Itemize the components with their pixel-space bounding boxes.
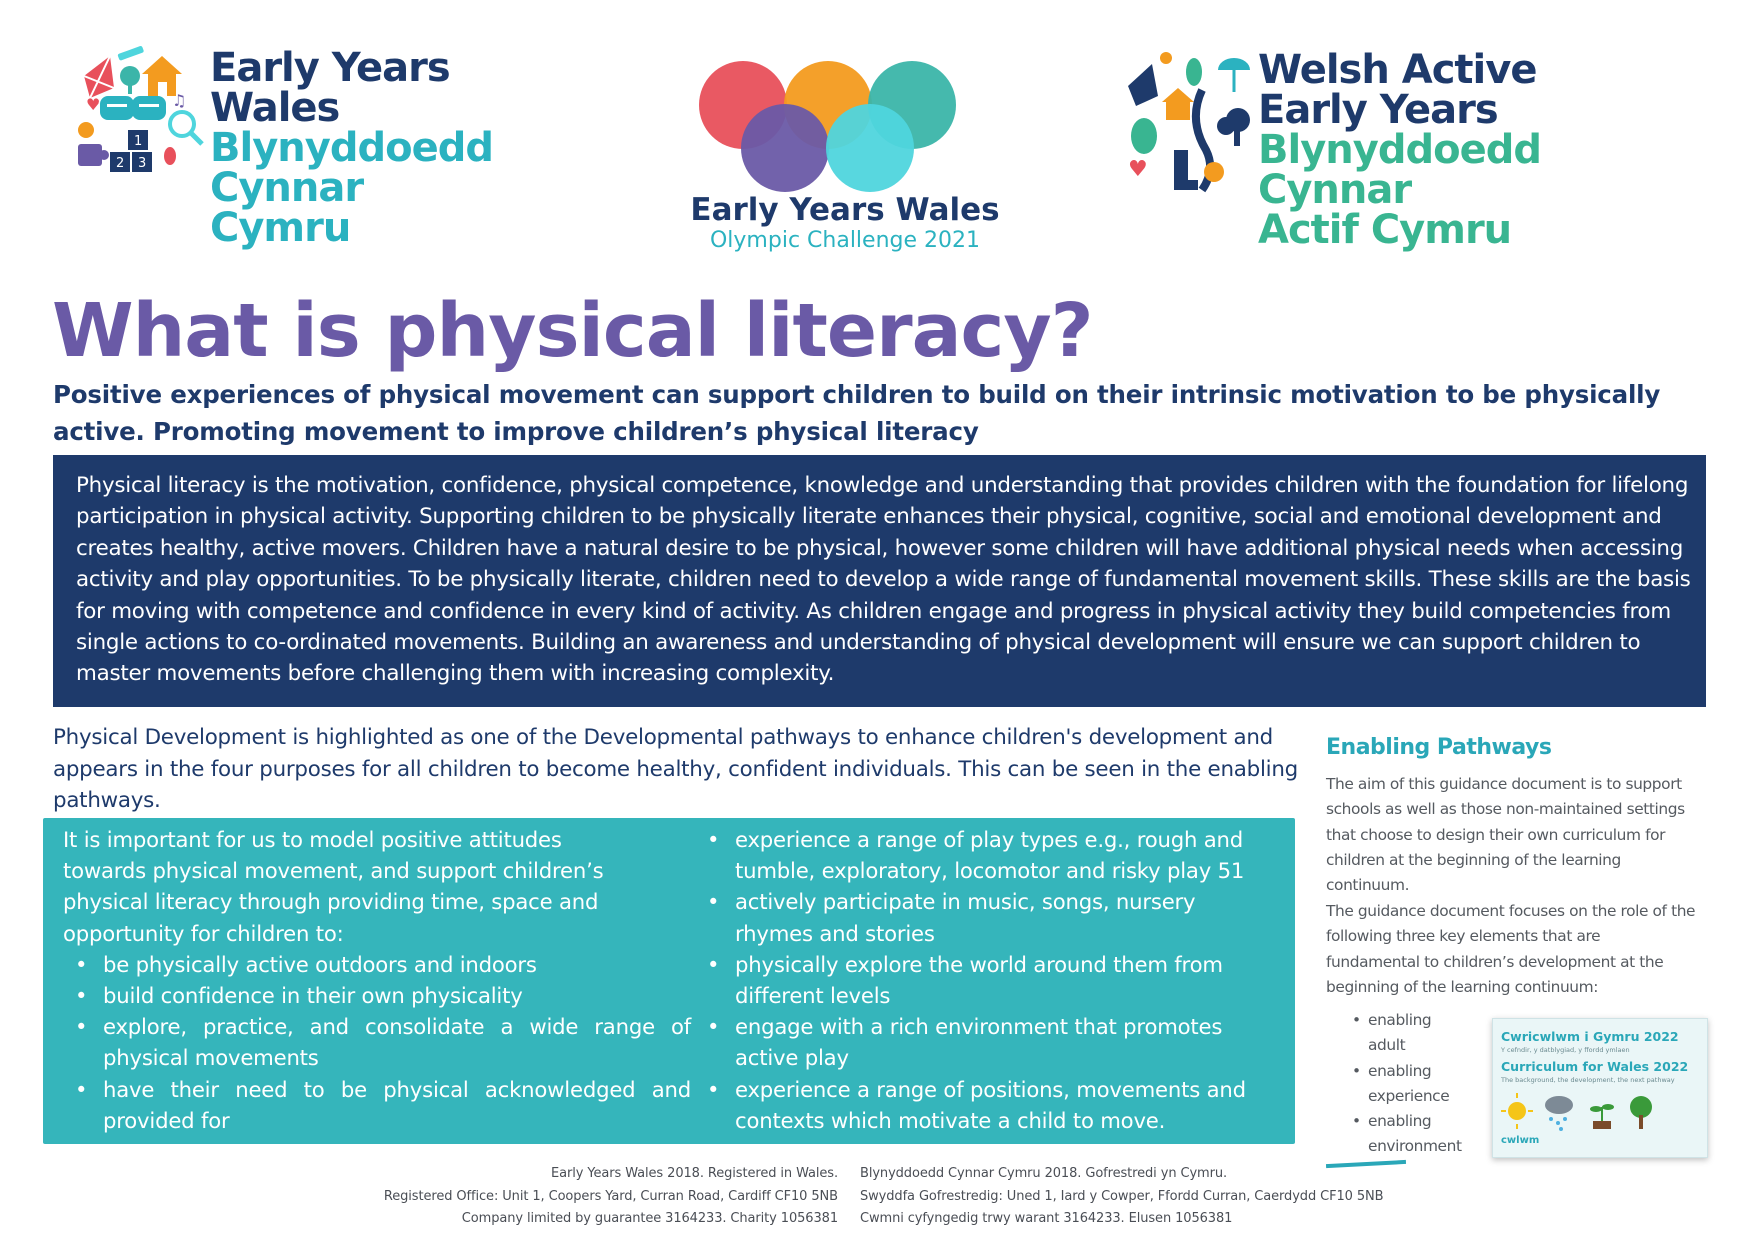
footer-line: Early Years Wales 2018. Registered in Wales. <box>551 1166 838 1181</box>
block-number: 2 <box>116 156 125 171</box>
logo-line: Blynyddoedd Cynnar <box>1258 127 1541 213</box>
list-item: • be physically active outdoors and indoors <box>63 949 691 980</box>
list-item: • enabling adult <box>1340 1008 1450 1059</box>
logo-line: Early Years <box>1258 87 1498 133</box>
list-item: • experience a range of play types e.g., rough and tumble, exploratory, locomotor and risky play 51 <box>695 824 1255 886</box>
footer-english <box>300 1163 838 1231</box>
activities-lead: It is important for us to model positive attitudes towards physical movement, and support children’s physical literacy through providing time, space and opportunity for children to: <box>63 827 604 946</box>
enabling-pathways-panel <box>1326 728 1726 1168</box>
footer-line: Cwmni cyfyngedig trwy warant 3164233. Elusen 1056381 <box>860 1211 1233 1226</box>
definition-text: Physical literacy is the motivation, confidence, physical competence, knowledge and understanding that provides children with the foundation for lifelong participation in physical activity. Supporting children to be physically literate enhances their physical, cognitive, social and emotional development and creates healthy, active movers. Children have a natural desire to be physical, however some children will have additional physical needs when accessing activity and play opportunities. To be physically literate, children need to develop a wide range of fundamental movement skills. These skills are the basis for moving with competence and confidence in every kind of activity. As children engage and progress in physical activity they build competencies from single actions to co-ordinated movements. Building an awareness and understanding of physical development will ensure we can support children to master movements before challenging them with increasing complexity. <box>76 473 1691 687</box>
logo-line: Wales <box>210 85 340 131</box>
cover-title-welsh: Cwricwlwm i Gymru 2022 <box>1501 1029 1679 1044</box>
olympic-title: Early Years Wales <box>690 192 1000 228</box>
list-item: • enabling environment <box>1340 1109 1450 1160</box>
page-title: What is physical literacy? <box>52 288 1093 374</box>
tree-icon <box>1630 1096 1652 1129</box>
house-icon <box>142 56 182 74</box>
footer-welsh <box>860 1163 1384 1231</box>
olympic-subtitle: Olympic Challenge 2021 <box>709 228 980 253</box>
seedling-icon <box>1590 1104 1614 1129</box>
list-item: • build confidence in their own physicality <box>63 980 691 1011</box>
enabling-pathways-title: Enabling Pathways <box>1326 735 1552 760</box>
list-item: • explore, practice, and consolidate a wide range of physical movements <box>63 1011 691 1073</box>
logo-line: Cynnar Cymru <box>210 165 364 251</box>
enabling-pathways-para2: The guidance document focuses on the role of the following three key elements that are fundamental to children’s development at the beginning of the learning continuum: <box>1326 902 1696 996</box>
list-item: • engage with a rich environment that promotes active play <box>695 1011 1255 1073</box>
footprint-icon <box>1186 58 1202 86</box>
cover-illustrations <box>1501 1089 1701 1133</box>
activities-box <box>43 818 1295 1144</box>
block-number: 3 <box>138 156 147 171</box>
house-icon <box>1162 88 1194 102</box>
list-item: • actively participate in music, songs, nursery rhymes and stories <box>695 886 1255 948</box>
welsh-active-logo-icons <box>1118 50 1268 200</box>
cover-title-english: Curriculum for Wales 2022 <box>1501 1059 1689 1074</box>
logo-line: Blynyddoedd <box>210 125 493 171</box>
early-years-wales-logo-icons <box>70 44 215 199</box>
rain-cloud-icon <box>1545 1096 1573 1131</box>
welsh-active-logo <box>1118 47 1658 253</box>
cover-subtitle-english: The background, the development, the next pathway <box>1501 1076 1675 1084</box>
footer-line: Registered Office: Unit 1, Coopers Yard, Curran Road, Cardiff CF10 5NB <box>383 1188 838 1204</box>
logo-line: Early Years <box>210 45 450 91</box>
svg-text:♫: ♫ <box>172 91 187 110</box>
page-subheading: Positive experiences of physical movement can support children to build on their intrinsic motivation to be physically active. Promoting movement to improve children’s physical literacy <box>53 380 1661 446</box>
olympic-rings <box>695 58 980 198</box>
sun-icon <box>1501 1093 1533 1129</box>
logo-line: Actif Cymru <box>1258 207 1512 253</box>
svg-text:♥: ♥ <box>86 95 101 114</box>
footer-line: Company limited by guarantee 3164233. Charity 1056381 <box>461 1211 838 1226</box>
cover-brand: cwlwm <box>1501 1135 1540 1146</box>
activities-left-column <box>63 824 691 1136</box>
activities-right-column <box>695 824 1285 1136</box>
list-item: • experience a range of positions, movements and contexts which motivate a child to move. <box>695 1074 1255 1136</box>
curriculum-cover-image <box>1492 1018 1708 1158</box>
olympic-challenge-logo <box>680 58 1010 258</box>
list-item: • have their need to be physical acknowledged and provided for <box>63 1074 691 1136</box>
intro-text: Physical Development is highlighted as one of the Developmental pathways to enhance children's development and appears in the four purposes for all children to become healthy, confident individuals. This can be seen in the enabling pathways. <box>53 725 1298 813</box>
list-item: • physically explore the world around them from different levels <box>695 949 1255 1011</box>
logo-line: Welsh Active <box>1258 47 1537 93</box>
puzzle-icon <box>78 144 102 166</box>
enabling-pathways-para1: The aim of this guidance document is to support schools as well as those non-maintained settings that choose to design their own curriculum for children at the beginning of the learning continuum. <box>1326 775 1685 895</box>
early-years-wales-logo <box>70 44 493 251</box>
svg-text:♥: ♥ <box>1128 157 1148 182</box>
kite-icon <box>1128 64 1158 106</box>
list-item: • enabling experience <box>1340 1059 1450 1110</box>
footer-line: Blynyddoedd Cynnar Cymru 2018. Gofrestredi yn Cymru. <box>860 1166 1228 1181</box>
block-number: 1 <box>134 134 143 149</box>
ring <box>826 104 914 192</box>
cover-subtitle-welsh: Y cefndir, y datblygiad, y ffordd ymlaen <box>1501 1046 1630 1054</box>
definition-box <box>53 455 1706 707</box>
ring <box>741 104 829 192</box>
footer-line: Swyddfa Gofrestredig: Uned 1, Iard y Cowper, Ffordd Curran, Caerdydd CF10 5NB <box>860 1188 1384 1204</box>
magnifier-icon <box>170 112 194 136</box>
